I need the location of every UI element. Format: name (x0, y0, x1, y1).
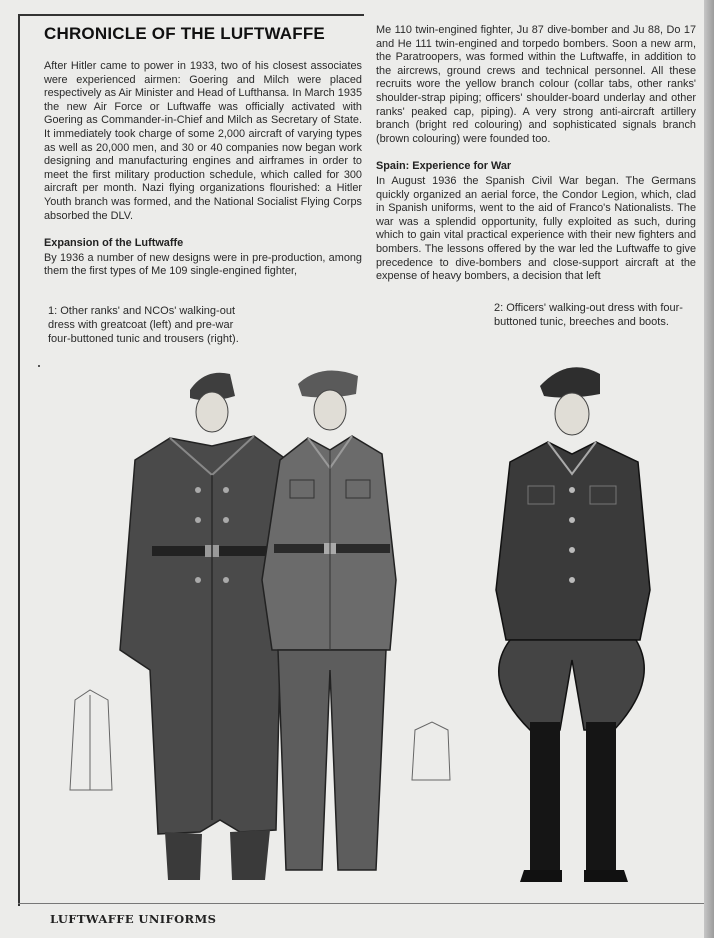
text-column-right (376, 24, 696, 284)
uniform-illustration (40, 350, 700, 900)
section-heading: Spain: Experience for War (376, 160, 512, 173)
paragraph: After Hitler came to power in 1933, two of his closest associates were experienced airmen: Goering and Milch were placed respectively as Air Minister and Head of Lufthansa. In March 1935 the new Air Force or Luftwaffe was officially activated with Goering as Commander-in-Chief and Milch as Secretary of State. It immediately took charge of some 2,000 aircraft of varying types as well as 20,000 men, and 30 or 40 companies now began work designing and manufacturing engines and airframes in order to meet the first military production schedule, which called for 300 aircraft per month. Nazi flying organizations flourished: a Hitler Youth branch was formed, and the National Socialist Flying Corps absorbed the DLV. (44, 60, 362, 222)
running-footer: LUFTWAFFE UNIFORMS (50, 912, 217, 926)
figure-tunic-trousers (262, 371, 396, 870)
figure-2-caption: 2: Officers' walking-out dress with four-buttoned tunic, breeches and boots. (494, 302, 683, 328)
figure-officer (496, 367, 650, 882)
text-column-left (44, 60, 362, 279)
paragraph: In August 1936 the Spanish Civil War began. The Germans quickly organized an aerial force, the Condor Legion, which, clad in Spanish uniforms, went to the aid of Franco's Nationalists. The war was a splendid opportunity, fully exploited as such, during which to gain vital practical experience with their new fighters and bombers. The lessons offered by the war led the Luftwaffe to give precedence to dive-bombers and close-support aircraft at the expense of heavy bombers, a decision that left (376, 174, 696, 283)
page-title: CHRONICLE OF THE LUFTWAFFE (44, 24, 325, 43)
paragraph: Me 110 twin-engined fighter, Ju 87 dive-bomber and Ju 88, Do 17 and He 111 twin-engined and torpedo bombers. Soon a new arm, the Paratroopers, was formed within the Luftwaffe, in addition to the aircrews, ground crews and technical personnel. All these recruits wore the yellow branch colour (collar tabs, other ranks' shoulder-strap piping; officers' shoulder-board underlay and other ranks' peaked cap, piping). A very strong anti-aircraft artillery branch (bright red colouring) and sophisticated signals branch (brown colouring) were founded too. (376, 24, 696, 145)
section-heading: Expansion of the Luftwaffe (44, 237, 184, 250)
bottom-rule (18, 903, 704, 904)
figure-1-caption: 1: Other ranks' and NCOs' walking-out dress with greatcoat (left) and pre-war four-buttoned tunic and trousers (right). (48, 305, 239, 345)
page-edge-shadow (704, 0, 714, 938)
paragraph: By 1936 a number of new designs were in pre-production, among them the first types of Me 109 single-engined fighter, (44, 251, 362, 278)
